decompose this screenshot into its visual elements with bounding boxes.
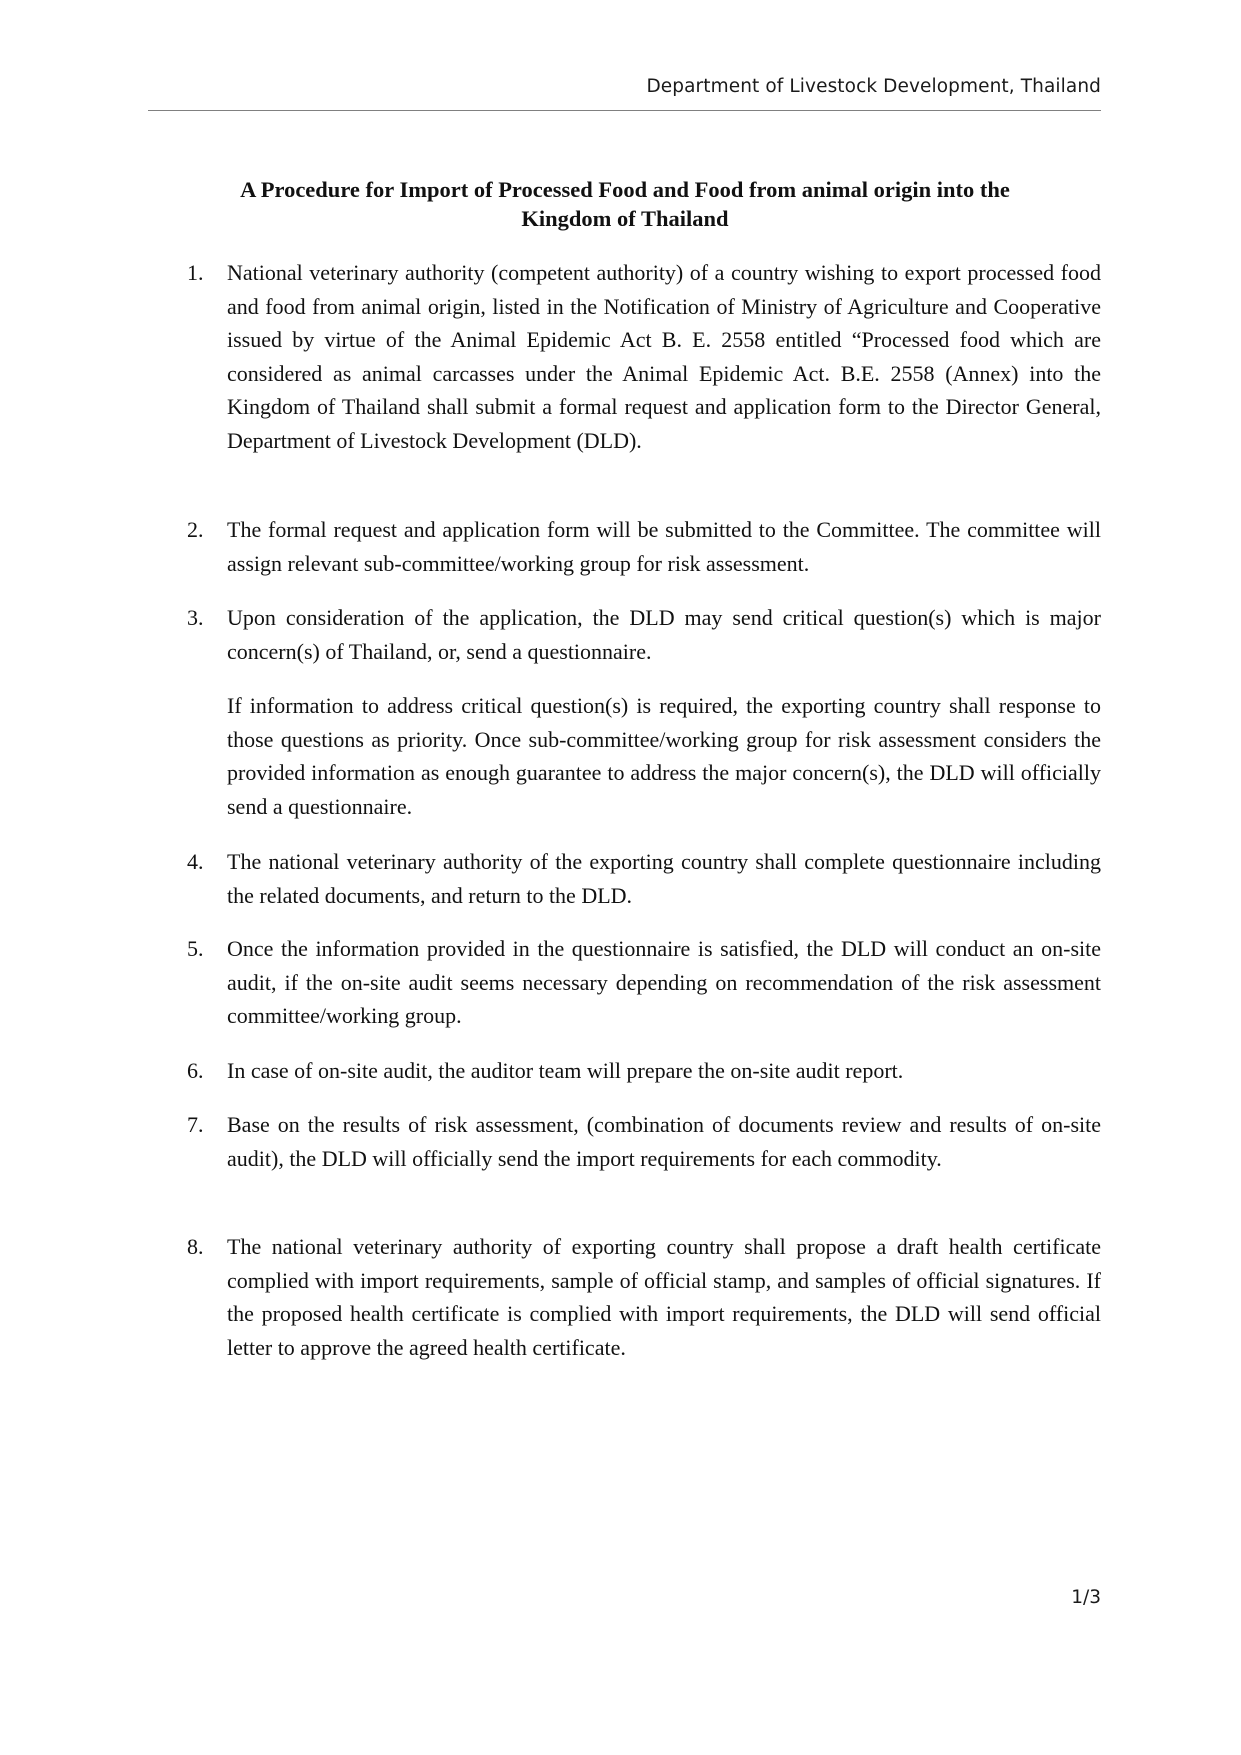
item-number: 8. [187, 1234, 204, 1259]
item-text-continued: If information to address critical question(s) is required, the exporting country shall response to those questions as priority. Once sub-committee/working group for risk assessment considers the provided information as enough guarantee to address the major concern(s), the DLD will officially send a questionnaire. [227, 693, 1101, 819]
list-item-5 [181, 932, 1101, 1033]
item-text: Once the information provided in the questionnaire is satisfied, the DLD will conduct an on-site audit, if the on-site audit seems necessary depending on recommendation of the risk assessment committee/working group. [227, 936, 1101, 1028]
list-item-2 [181, 513, 1101, 580]
page-number: 1/3 [1071, 1587, 1101, 1608]
list-item-6 [181, 1054, 1101, 1088]
item-number: 4. [187, 849, 204, 874]
list-item-8 [181, 1230, 1101, 1364]
list-item-1 [181, 256, 1101, 457]
item-number: 6. [187, 1058, 204, 1083]
page-header [148, 74, 1101, 111]
document-title [150, 175, 1100, 233]
item-text: The national veterinary authority of the exporting country shall complete questionnaire including the related documents, and return to the DLD. [227, 849, 1101, 908]
title-line-2: Kingdom of Thailand [521, 206, 729, 231]
item-text: Upon consideration of the application, the DLD may send critical question(s) which is major concern(s) of Thailand, or, send a questionnaire. [227, 605, 1101, 664]
list-item-3 [181, 601, 1101, 668]
item-number: 3. [187, 605, 204, 630]
list-item-3-continued [181, 689, 1101, 823]
list-item-7 [181, 1108, 1101, 1175]
header-text: Department of Livestock Development, Thailand [646, 76, 1101, 97]
item-text: The national veterinary authority of exporting country shall propose a draft health certificate complied with import requirements, sample of official stamp, and samples of official signatures. If the proposed health certificate is complied with import requirements, the DLD will send official letter to approve the agreed health certificate. [227, 1234, 1101, 1360]
item-text: The formal request and application form will be submitted to the Committee. The committee will assign relevant sub-committee/working group for risk assessment. [227, 517, 1101, 576]
list-item-4 [181, 845, 1101, 912]
item-text: Base on the results of risk assessment, (combination of documents review and results of on-site audit), the DLD will officially send the import requirements for each commodity. [227, 1112, 1101, 1171]
item-number: 2. [187, 517, 204, 542]
item-text: National veterinary authority (competent authority) of a country wishing to export processed food and food from animal origin, listed in the Notification of Ministry of Agriculture and Cooperative issued by virtue of the Animal Epidemic Act B. E. 2558 entitled “Processed food which are considered as animal carcasses under the Animal Epidemic Act. B.E. 2558 (Annex) into the Kingdom of Thailand shall submit a formal request and application form to the Director General, Department of Livestock Development (DLD). [227, 260, 1101, 453]
item-number: 1. [187, 260, 204, 285]
title-line-1: A Procedure for Import of Processed Food and Food from animal origin into the [240, 177, 1010, 202]
item-number: 5. [187, 936, 204, 961]
item-number: 7. [187, 1112, 204, 1137]
item-text: In case of on-site audit, the auditor team will prepare the on-site audit report. [227, 1058, 904, 1083]
